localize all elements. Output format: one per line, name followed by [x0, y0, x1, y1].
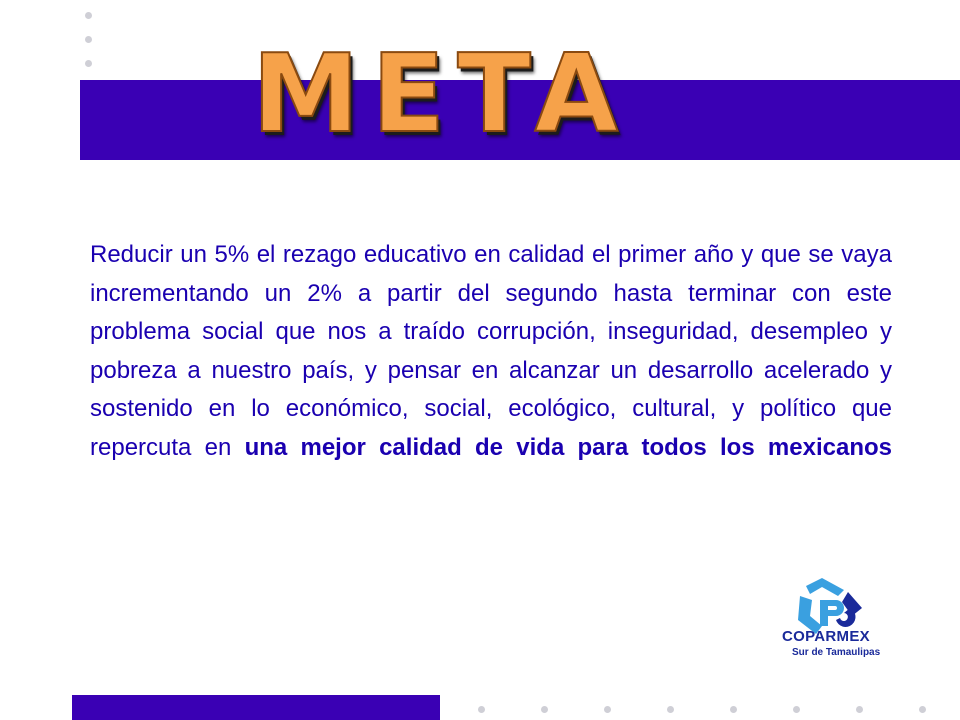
decorative-dot	[85, 12, 92, 19]
body-lead-text: Reducir un 5% el rezago educativo en calidad el primer año y que se vaya incrementando un 2% a partir del segundo hasta terminar con este problema social que nos a traído corrupción, inseguridad, desempleo y pobreza a nuestro país, y pensar en alcanzar un desarrollo acelerado y sostenido en lo económico, social, ecológico, cultural, y político que repercuta en	[90, 241, 892, 461]
decorative-dot	[478, 706, 485, 713]
decorative-dot	[85, 60, 92, 67]
decorative-dot	[730, 706, 737, 713]
coparmex-logo	[770, 572, 910, 664]
bottom-accent-bar	[72, 695, 440, 720]
decorative-dot	[667, 706, 674, 713]
decorative-dot	[793, 706, 800, 713]
decorative-dot	[856, 706, 863, 713]
decorative-dot	[85, 36, 92, 43]
decorative-dot	[919, 706, 926, 713]
decorative-dot	[604, 706, 611, 713]
slide-body	[90, 236, 892, 467]
slide-title: META	[252, 32, 631, 157]
decorative-dot	[541, 706, 548, 713]
logo-name: COPARMEX	[782, 628, 870, 645]
logo-subtitle: Sur de Tamaulipas	[792, 647, 881, 658]
body-emphasis-text: una mejor calidad de vida para todos los mexicanos	[244, 433, 892, 461]
